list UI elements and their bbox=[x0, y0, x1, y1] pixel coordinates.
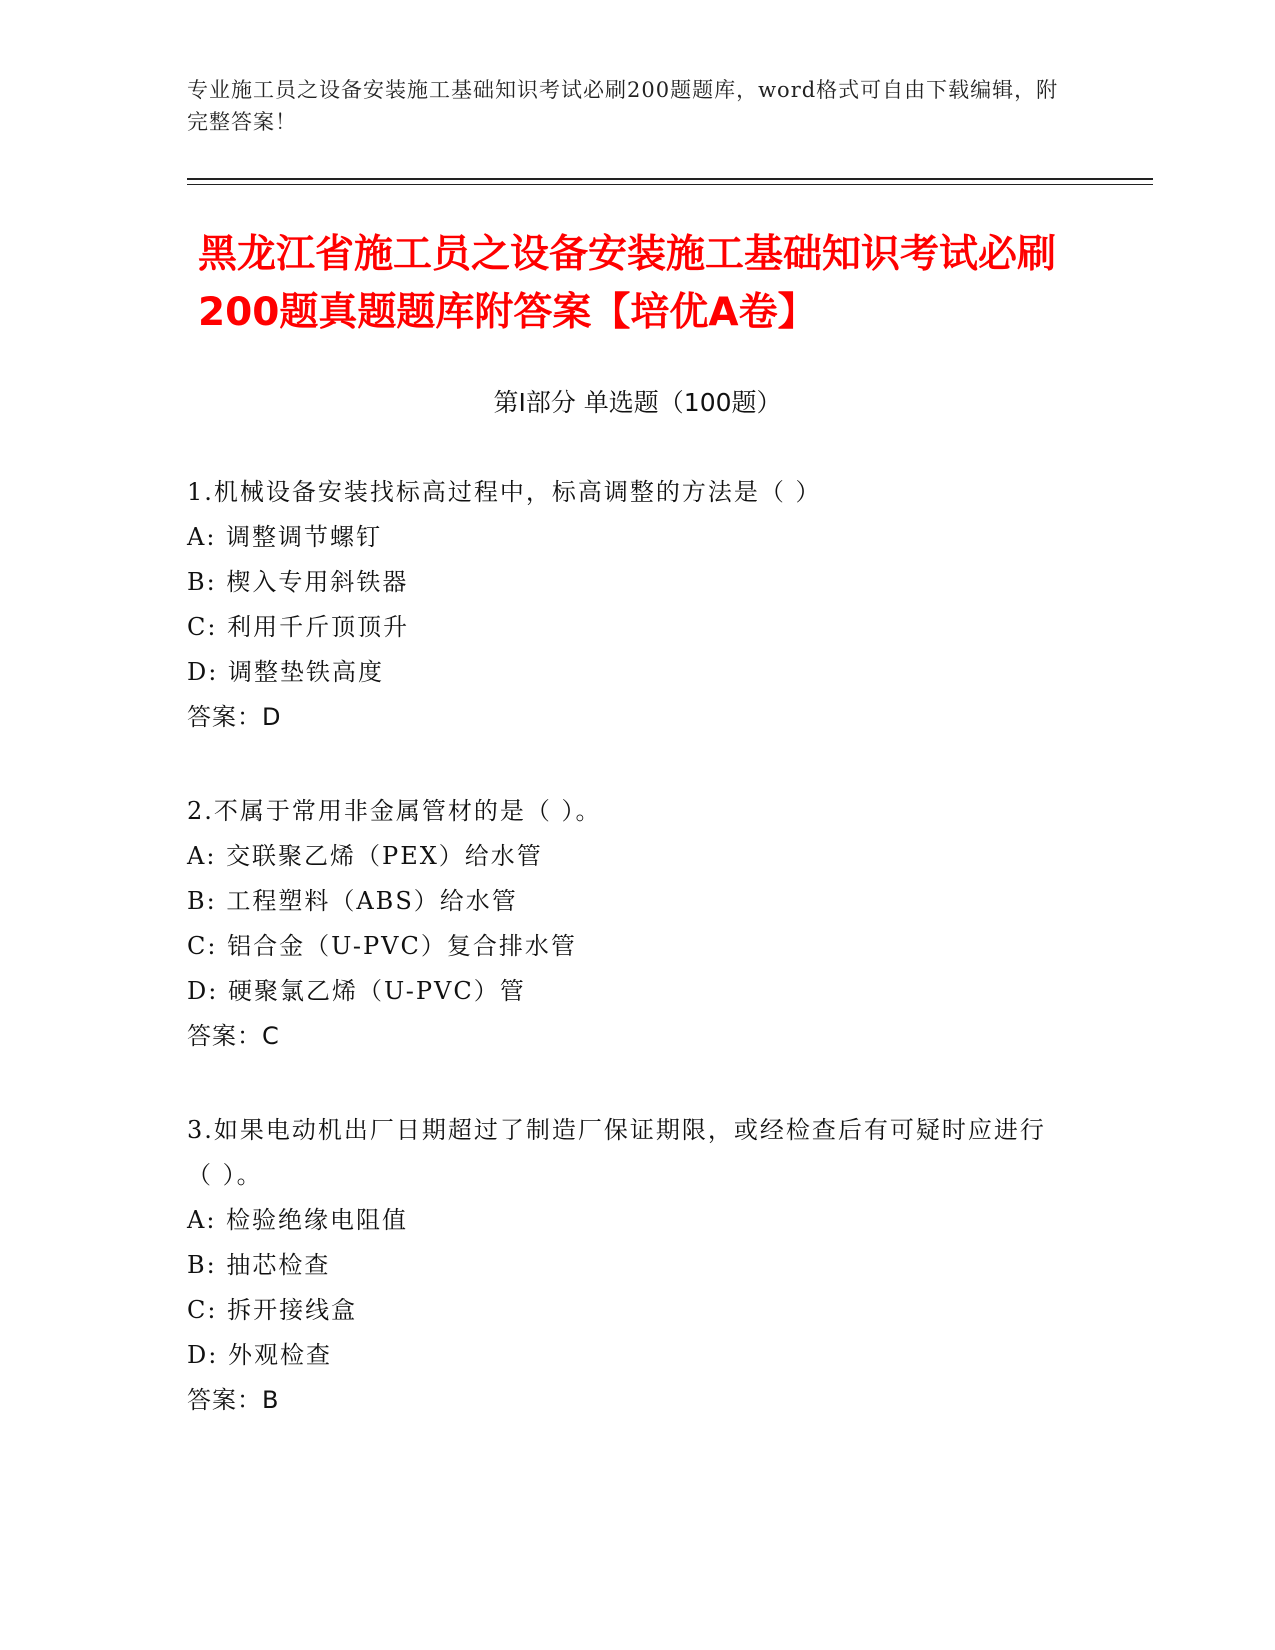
option-b: B: 工程塑料（ABS）给水管 bbox=[187, 887, 518, 915]
answer: 答案：C bbox=[187, 1022, 280, 1050]
question-stem: 2.不属于常用非金属管材的是（ ）。 bbox=[187, 797, 602, 825]
question-stem: 1.机械设备安装找标高过程中，标高调整的方法是（ ） bbox=[187, 478, 822, 506]
question-2 bbox=[187, 789, 1067, 1059]
question-1 bbox=[187, 470, 1067, 740]
option-d: D: 调整垫铁高度 bbox=[187, 658, 384, 686]
document-title: 黑龙江省施工员之设备安装施工基础知识考试必刷200题真题题库附答案【培优A卷】 bbox=[198, 232, 1057, 335]
question-3 bbox=[187, 1108, 1067, 1423]
header-rule-thick bbox=[187, 178, 1153, 180]
option-b: B: 抽芯检查 bbox=[187, 1251, 331, 1279]
option-d: D: 硬聚氯乙烯（U-PVC）管 bbox=[187, 977, 526, 1005]
option-c: C: 利用千斤顶顶升 bbox=[187, 613, 410, 641]
option-a: A: 调整调节螺钉 bbox=[187, 523, 383, 551]
option-a: A: 交联聚乙烯（PEX）给水管 bbox=[187, 842, 543, 870]
answer: 答案：D bbox=[187, 703, 282, 731]
option-c: C: 拆开接线盒 bbox=[187, 1296, 358, 1324]
option-b: B: 楔入专用斜铁器 bbox=[187, 568, 409, 596]
answer: 答案：B bbox=[187, 1386, 280, 1414]
header-note: 专业施工员之设备安装施工基础知识考试必刷200题题库，word格式可自由下载编辑，附完整答案！ bbox=[187, 78, 1059, 134]
section-title: 第Ⅰ部分 单选题（100题） bbox=[493, 388, 782, 417]
option-c: C: 铝合金（U-PVC）复合排水管 bbox=[187, 932, 577, 960]
option-a: A: 检验绝缘电阻值 bbox=[187, 1206, 409, 1234]
option-d: D: 外观检查 bbox=[187, 1341, 332, 1369]
question-stem: 3.如果电动机出厂日期超过了制造厂保证期限，或经检查后有可疑时应进行（ ）。 bbox=[187, 1116, 1046, 1189]
header-rule-thin bbox=[187, 184, 1153, 185]
